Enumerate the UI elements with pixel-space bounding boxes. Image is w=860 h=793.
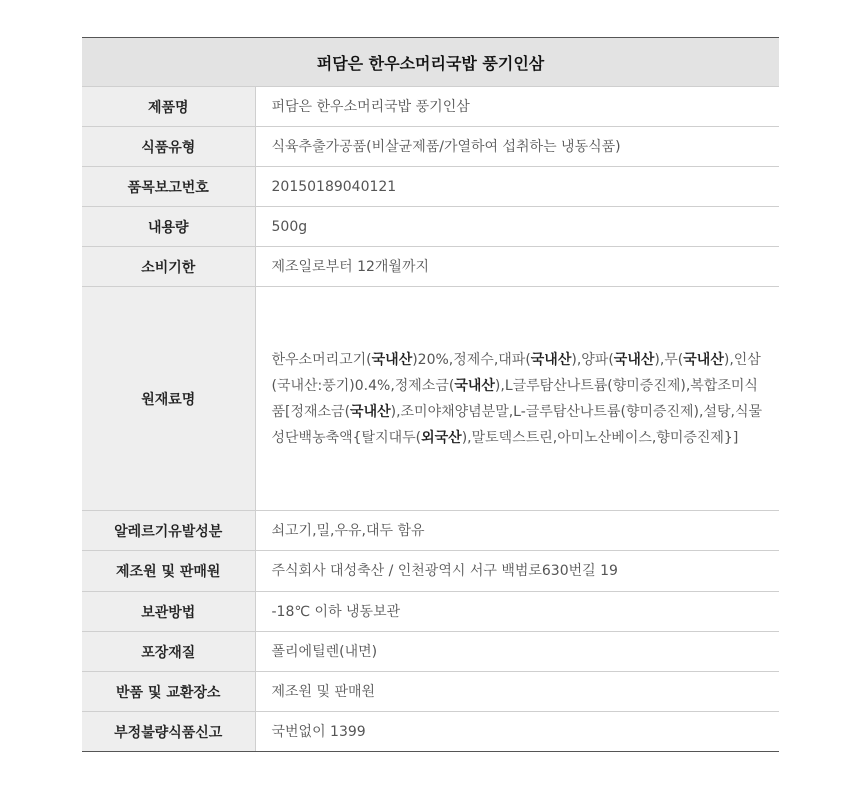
table-row <box>82 87 779 127</box>
ingredients-part: 한우소머리고기( <box>271 351 372 368</box>
ingredients-part: 인삼(국내산:풍기)0.4%,정제소금( <box>271 351 761 394</box>
row-label-allergens: 알레르기유발성분 <box>82 511 255 551</box>
table-row <box>82 712 779 752</box>
table-row <box>82 672 779 712</box>
table-row <box>82 511 779 551</box>
ingredients-part: ),말토덱스트린,아미노산베이스,향미증진제}] <box>461 429 739 446</box>
row-label-expiration: 소비기한 <box>82 247 255 287</box>
row-value-returns: 제조원 및 판매원 <box>255 672 779 712</box>
table-row <box>82 551 779 592</box>
ingredients-part: ),조미야채양념분말,L-글루탐산나트륨(향미증진제),설탕,식물성단백농축액{탈지대두( <box>271 403 762 446</box>
table-row <box>82 127 779 167</box>
row-value-manufacturer: 주식회사 대성축산 / 인천광역시 서구 백범로630번길 19 <box>255 551 779 592</box>
origin-label: 국내산 <box>530 351 572 368</box>
row-value-expiration: 제조일로부터 12개월까지 <box>255 247 779 287</box>
row-label-report-number: 품목보고번호 <box>82 167 255 207</box>
ingredients-text <box>272 347 766 451</box>
origin-label: 국내산 <box>350 403 391 420</box>
row-value-report-number: 20150189040121 <box>255 167 779 207</box>
row-label-manufacturer: 제조원 및 판매원 <box>82 551 255 592</box>
row-value-report: 국번없이 1399 <box>255 712 779 752</box>
row-label-product-name: 제품명 <box>82 87 255 127</box>
row-value-product-name: 퍼담은 한우소머리국밥 풍기인삼 <box>255 87 779 127</box>
table-row <box>82 632 779 672</box>
row-label-packaging: 포장재질 <box>82 632 255 672</box>
product-info-table <box>82 37 779 752</box>
ingredients-part: ),L글루탐산나트륨(향미증진제),복합조미식품[정재소금( <box>271 377 758 420</box>
table-row <box>82 207 779 247</box>
row-value-ingredients <box>255 287 779 511</box>
row-label-returns: 반품 및 교환장소 <box>82 672 255 712</box>
ingredients-part: ), <box>723 351 734 368</box>
origin-label: 국내산 <box>683 351 724 368</box>
origin-label: 국내산 <box>613 351 655 368</box>
ingredients-part: )20%,정제수,대파( <box>412 351 531 368</box>
row-label-report: 부정불량식품신고 <box>82 712 255 752</box>
row-value-food-type: 식육추출가공품(비살균제품/가열하여 섭취하는 냉동식품) <box>255 127 779 167</box>
row-label-net-weight: 내용량 <box>82 207 255 247</box>
row-value-net-weight: 500g <box>255 207 779 247</box>
row-label-ingredients: 원재료명 <box>82 287 255 511</box>
row-label-food-type: 식품유형 <box>82 127 255 167</box>
table-title-row <box>82 38 779 87</box>
row-value-allergens: 쇠고기,밀,우유,대두 함유 <box>255 511 779 551</box>
table-row <box>82 592 779 632</box>
table-row <box>82 287 779 511</box>
origin-label: 외국산 <box>421 429 462 446</box>
table-row <box>82 167 779 207</box>
table-title: 퍼담은 한우소머리국밥 풍기인삼 <box>82 38 779 87</box>
ingredients-part: ),무( <box>654 351 684 368</box>
origin-label: 국내산 <box>454 377 495 394</box>
ingredients-part: ),양파( <box>571 351 614 368</box>
origin-label: 국내산 <box>371 351 413 368</box>
row-value-storage: -18℃ 이하 냉동보관 <box>255 592 779 632</box>
row-label-storage: 보관방법 <box>82 592 255 632</box>
table-row <box>82 247 779 287</box>
row-value-packaging: 폴리에틸렌(내면) <box>255 632 779 672</box>
